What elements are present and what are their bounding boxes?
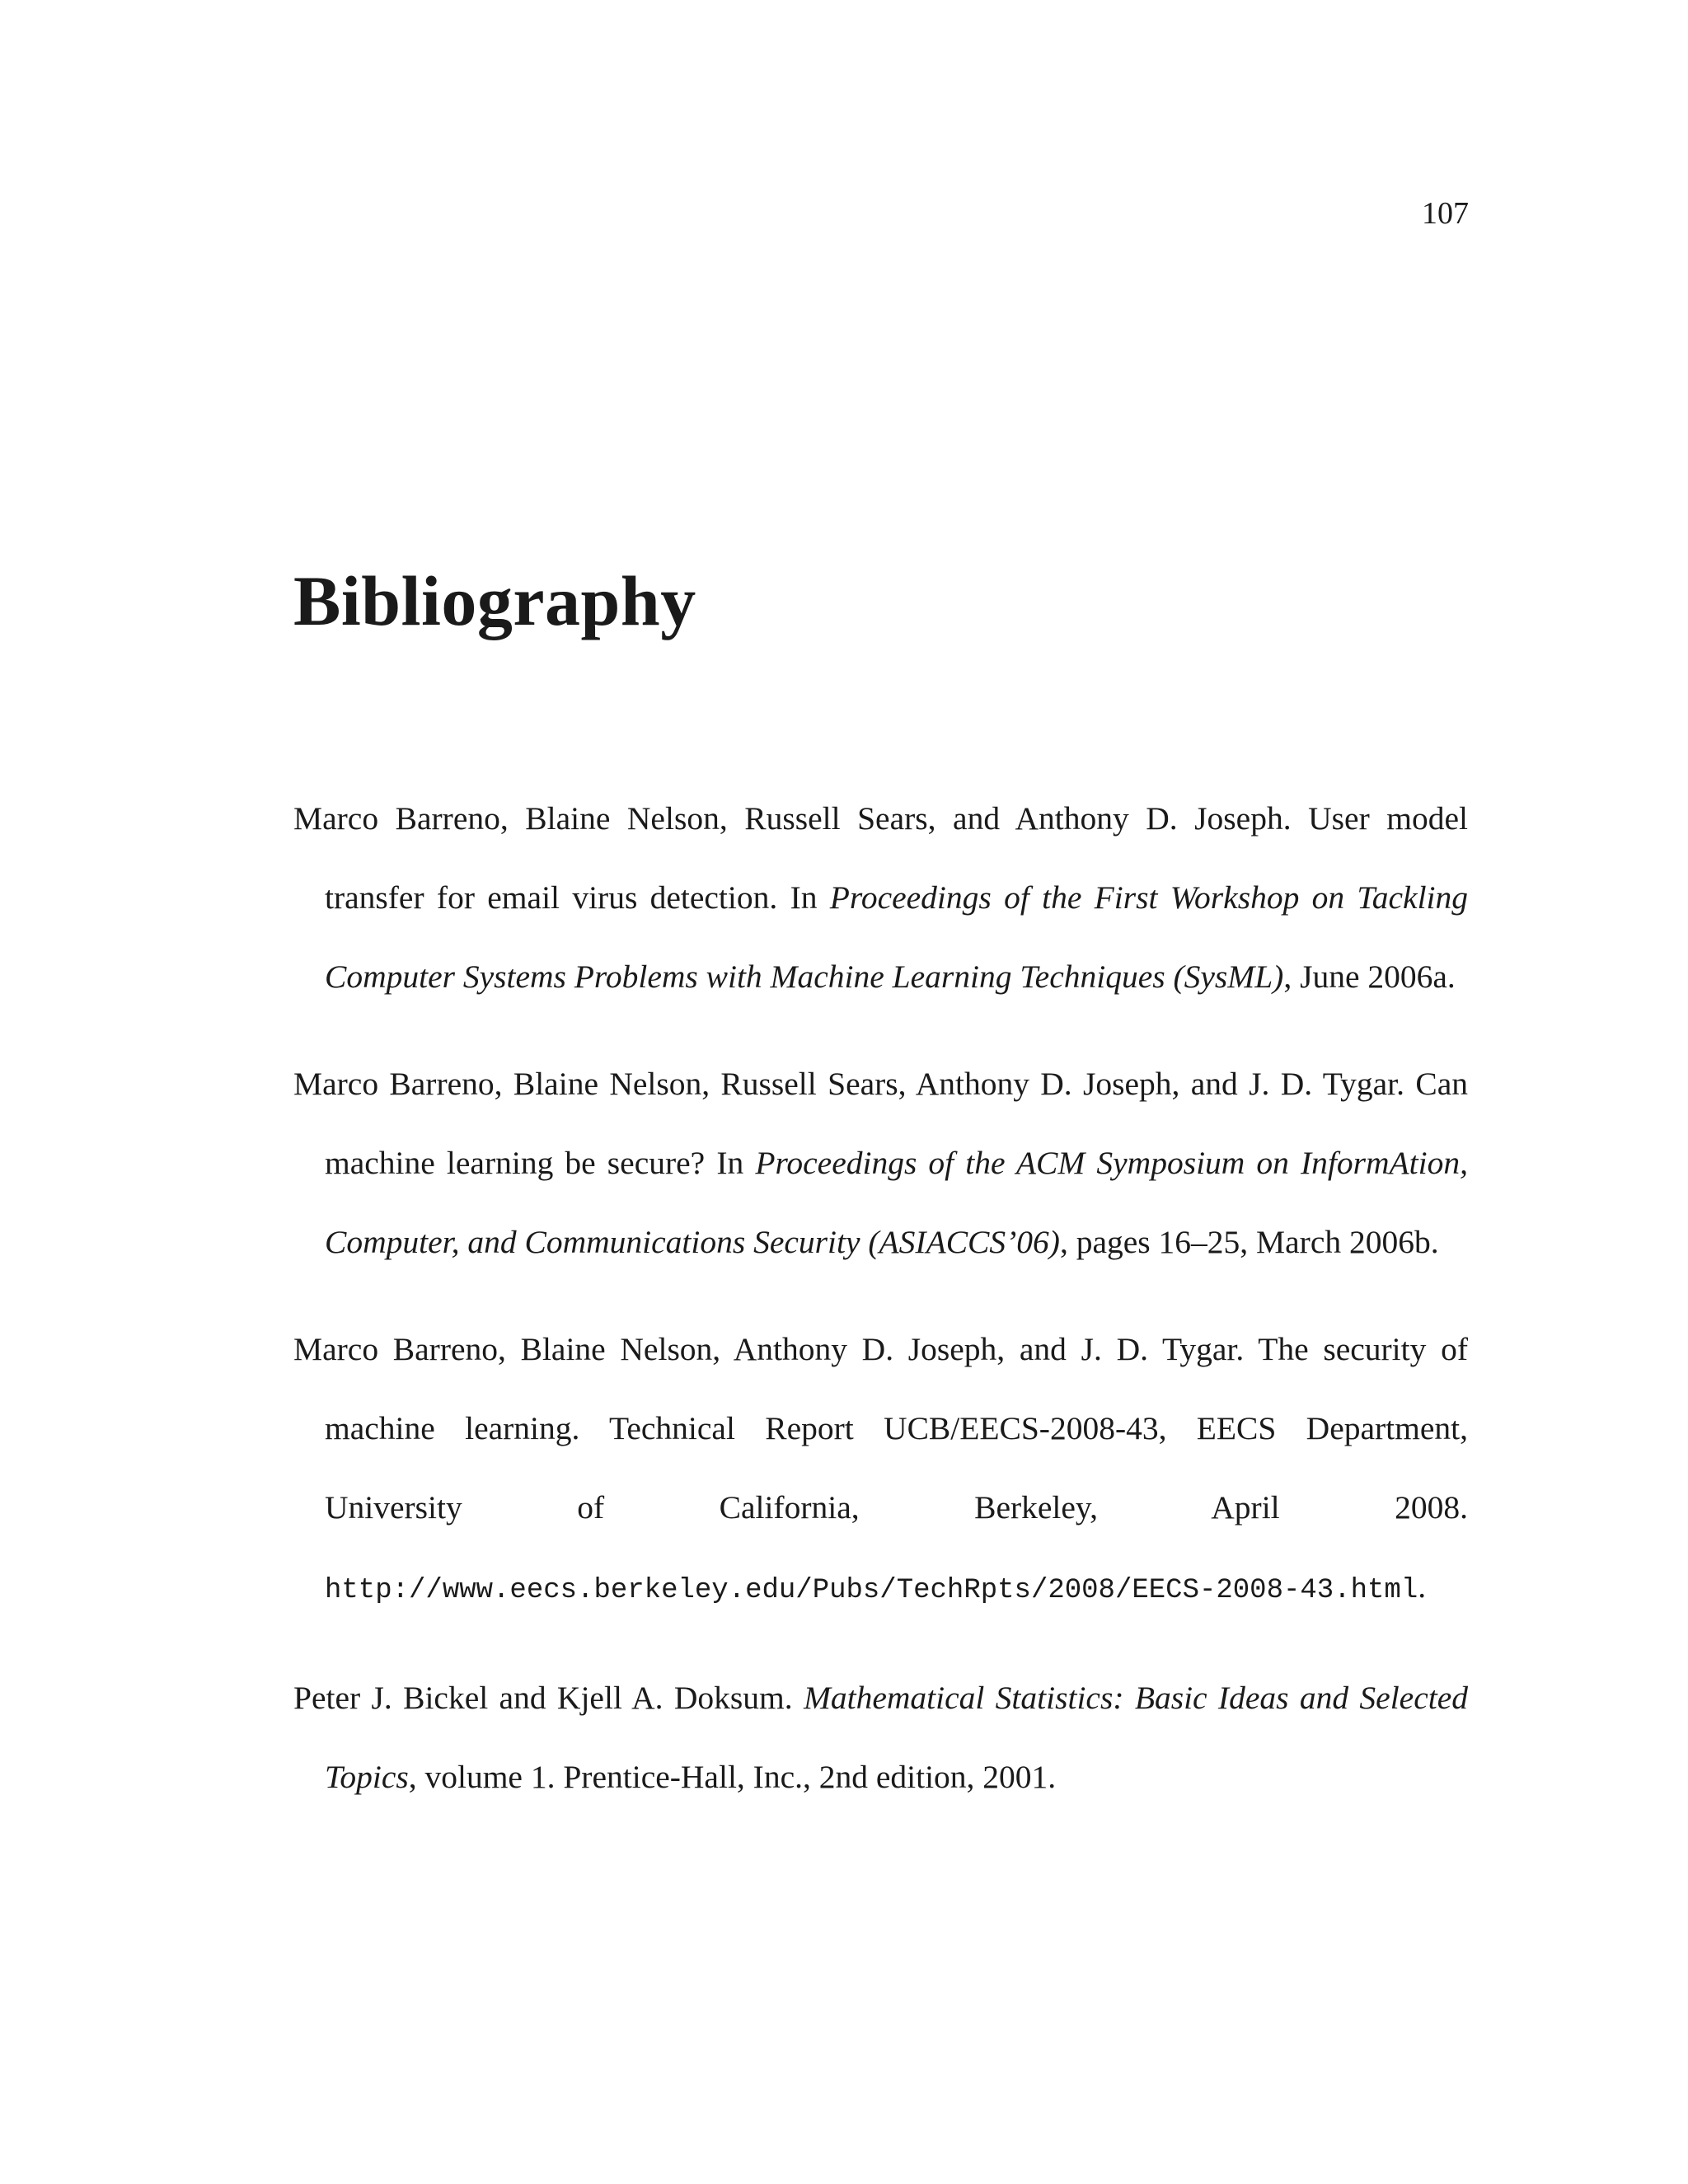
entry-title: Can machine learning be secure? xyxy=(325,1066,1468,1181)
entry-authors: Marco Barreno, Blaine Nelson, Russell Sears, and Anthony D. Joseph. xyxy=(293,800,1292,837)
bib-entry xyxy=(293,1044,1468,1282)
bib-entry xyxy=(293,779,1468,1016)
entry-tail: . xyxy=(1418,1568,1427,1605)
entry-tail: , pages 16–25, March 2006b. xyxy=(1059,1224,1439,1260)
entry-details: Technical Report UCB/EECS-2008-43, EECS Department, University of California, Berkeley, April 2008. xyxy=(325,1410,1468,1526)
entry-venue: Proceedings of the First Workshop on Tackling Computer Systems Problems with Machine Learning Techniques (SysML) xyxy=(325,879,1469,995)
entry-prefix: In xyxy=(716,1145,744,1181)
entry-venue: Proceedings of the ACM Symposium on InformAtion, Computer, and Communications Security (ASIACCS’06) xyxy=(325,1145,1469,1260)
page-title: Bibliography xyxy=(293,561,696,640)
entry-title: User model transfer for email virus detection. xyxy=(325,800,1468,916)
bib-entry xyxy=(293,1310,1468,1630)
entry-authors: Peter J. Bickel and Kjell A. Doksum. xyxy=(293,1680,793,1716)
bib-entry xyxy=(293,1658,1468,1816)
entry-venue: Mathematical Statistics: Basic Ideas and Selected Topics xyxy=(325,1680,1469,1795)
entry-authors: Marco Barreno, Blaine Nelson, Russell Sears, Anthony D. Joseph, and J. D. Tygar. xyxy=(293,1066,1405,1102)
entry-authors: Marco Barreno, Blaine Nelson, Anthony D. Joseph, and J. D. Tygar. xyxy=(293,1331,1245,1367)
entry-prefix: In xyxy=(790,879,818,916)
bibliography-list xyxy=(293,779,1468,1844)
entry-tail: , volume 1. Prentice-Hall, Inc., 2nd edition, 2001. xyxy=(408,1759,1057,1795)
entry-url-link[interactable]: http://www.eecs.berkeley.edu/Pubs/TechRpts/2008/EECS-2008-43.html xyxy=(325,1575,1418,1606)
page-number: 107 xyxy=(1422,196,1469,231)
entry-tail: , June 2006a. xyxy=(1283,958,1456,995)
entry-title: The security of machine learning. xyxy=(325,1331,1468,1446)
